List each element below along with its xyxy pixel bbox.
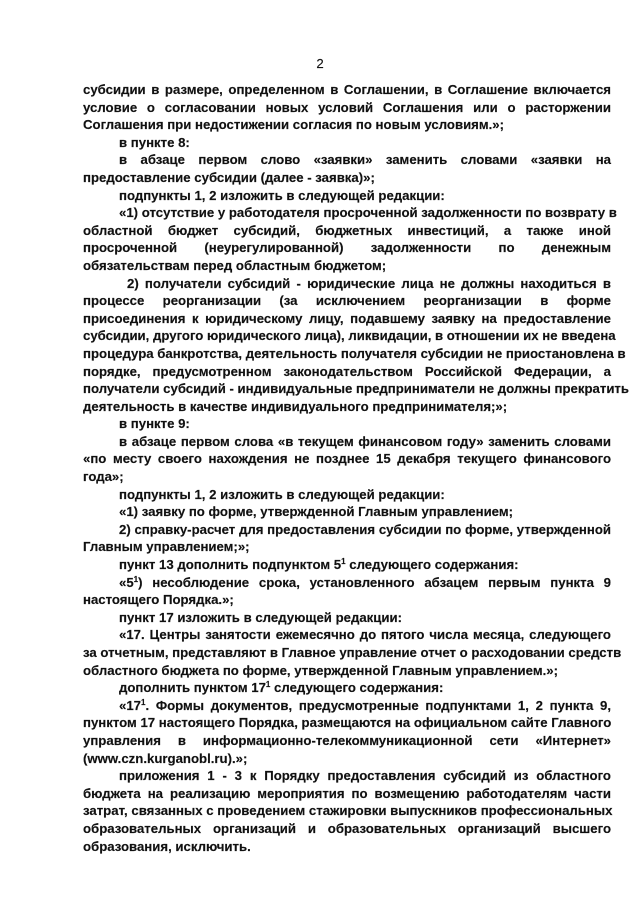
text-line: пункт 13 дополнить подпунктом $5^1$ следующего содержания: (119, 557, 519, 573)
text-line: (www.czn.kurganobl.ru).»; (83, 750, 248, 766)
text-line: подпункты 1, 2 изложить в следующей редакции: (119, 187, 445, 203)
text-line: деятельность в качестве индивидуального предпринимателя;»; (83, 398, 508, 414)
page-number: 2 (316, 56, 324, 71)
text-line: просроченной (неурегулированной) задолженности по денежным (83, 240, 611, 256)
text-line: года»; (83, 469, 124, 485)
text-line: «$17^1$. Формы документов, предусмотренные подпунктами 1, 2 пункта 9, (119, 697, 611, 713)
text-line: 2) получатели субсидий - юридические лица не должны находиться в (127, 275, 611, 291)
text-line: затрат, связанных с проведением стажировки выпускников профессиональных (83, 803, 613, 819)
text-line: «1) отсутствие у работодателя просроченной задолженности по возврату в (119, 205, 617, 221)
text-line: процедура банкротства, деятельность получателя субсидии не приостановлена в (83, 345, 626, 361)
text-line: в абзаце первом слово «заявки» заменить словами «заявки на (119, 152, 611, 168)
text-line: приложения 1 - 3 к Порядку предоставления субсидий из областного (119, 768, 611, 784)
text-line: «по месту своего нахождения не позднее 15 декабря текущего финансового (83, 451, 611, 467)
text-line: в абзаце первом слова «в текущем финансовом году» заменить словами (119, 433, 611, 449)
text-line: субсидии, другого юридического лица), ликвидации, в отношении их не введена (83, 328, 616, 344)
text-line: порядке, предусмотренном законодательством Российской Федерации, а (83, 363, 611, 379)
text-line: Главным управлением;»; (83, 539, 250, 555)
text-line: пункт 17 изложить в следующей редакции: (119, 609, 402, 625)
text-line: образования, исключить. (83, 838, 251, 854)
text-line: настоящего Порядка.»; (83, 592, 234, 608)
text-line: пунктом 17 настоящего Порядка, размещаются на официальном сайте Главного (83, 715, 612, 731)
text-line: управления в информационно-телекоммуникационной сети «Интернет» (83, 732, 611, 748)
text-line: «17. Центры занятости ежемесячно до пятого числа месяца, следующего (119, 627, 611, 643)
text-line: за отчетным, представляют в Главное управление отчет о расходовании средств (83, 645, 622, 660)
text-line: субсидии в размере, определенном в Соглашении, в Соглашение включается (83, 82, 611, 97)
text-line: в пункте 9: (119, 416, 190, 432)
text-line: в пункте 8: (119, 134, 190, 150)
text-line: присоединения к юридическому лицу, подавшему заявку на предоставление (83, 310, 611, 326)
text-line: бюджета на реализацию мероприятия по возмещению работодателям части (83, 785, 611, 801)
text-line: условие о согласовании новых условий Соглашения или о расторжении (83, 99, 611, 115)
text-line: 2) справку-расчет для предоставления субсидии по форме, утвержденной (119, 521, 611, 537)
text-line: предоставление субсидии (далее - заявка)»; (83, 169, 375, 185)
text-line: обязательствам перед областным бюджетом; (83, 257, 387, 273)
text-line: получатели субсидий - индивидуальные предприниматели не должны прекратить (83, 381, 629, 397)
text-line: подпункты 1, 2 изложить в следующей редакции: (119, 486, 445, 502)
text-line: «1) заявку по форме, утвержденной Главным управлением; (119, 504, 513, 520)
text-line: дополнить пунктом $17^1$ следующего содержания: (119, 680, 444, 696)
text-line: образовательных организаций и образовательных организаций высшего (83, 820, 611, 836)
text-line: «$5^1$) несоблюдение срока, установленного абзацем первым пункта 9 (119, 574, 611, 590)
text-line: областного бюджета по форме, утвержденной Главным управлением.»; (83, 662, 558, 678)
text-line: процессе реорганизации (за исключением реорганизации в форме (83, 293, 611, 309)
text-line: Соглашения при недостижении согласия по новым условиям.»; (83, 117, 505, 133)
text-line: областной бюджет субсидий, бюджетных инвестиций, а также иной (83, 222, 611, 238)
document-body (83, 81, 629, 855)
